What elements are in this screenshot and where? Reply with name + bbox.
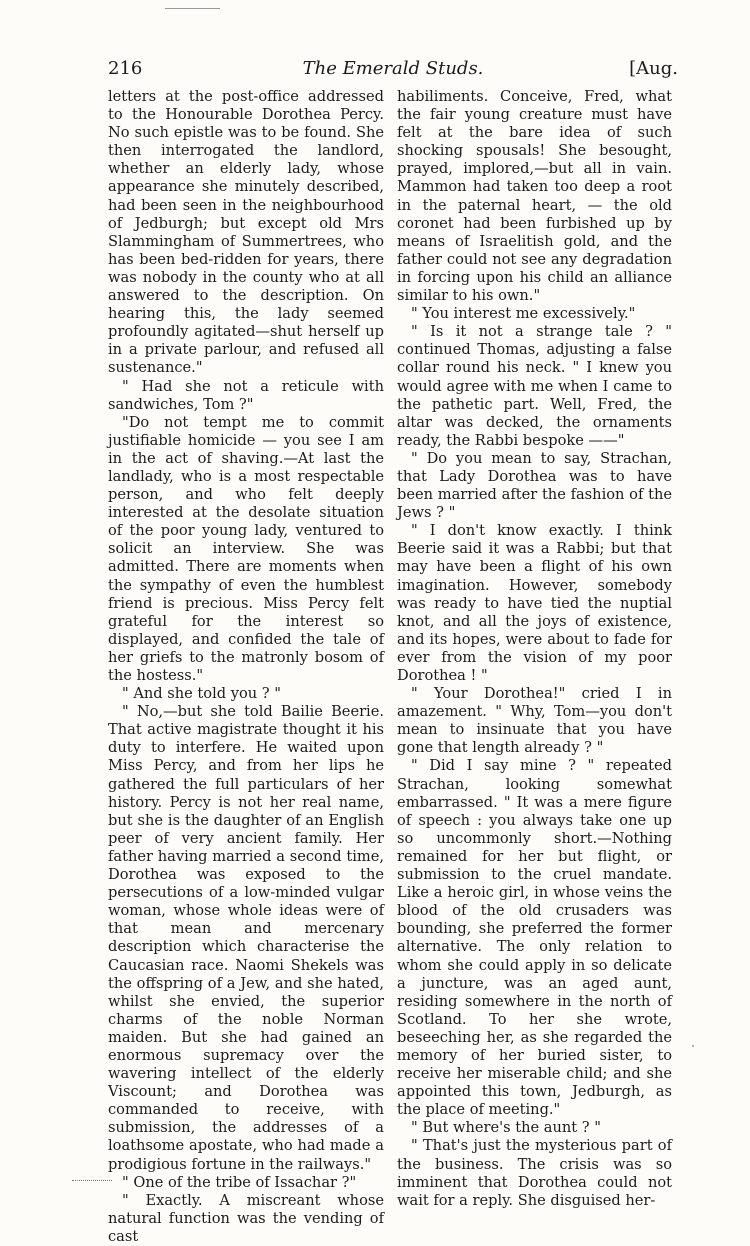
paragraph: " Exactly. A miscreant whose natural function was the vending of cast <box>108 1191 384 1245</box>
paragraph: " And she told you ? " <box>122 685 281 703</box>
paragraph: "Do not tempt me to commit justifiable homicide — you see I am in the act of shaving.—At last the landlady, who is a most respectable person, and who felt deeply interested at the desolate situation of the poor young lady, ventured to solicit an interview. She was admitted. There are moments when the sympathy of even the humblest friend is precious. Miss Percy felt grateful for the interest so displayed, and confided the tale of her griefs to the matronly bosom of the hostess." <box>108 413 384 684</box>
paragraph: " Did I say mine ? " repeated Strachan, looking somewhat embarrassed. " It was a mere figure of speech : you always take one up so uncommonly short.—Nothing remained for her but flight, or submission to the cruel mandate. Like a heroic girl, in whose veins the blood of the old crusaders was bounding, she preferred the former alternative. The only relation to whom she could apply in so delicate a juncture, was an aged aunt, residing somewhere in the north of Scotland. To her she wrote, beseeching her, as she regarded the memory of her buried sister, to receive her miserable child; and she appointed this town, Jedburgh, as the place of meeting." <box>397 757 672 1119</box>
paragraph: letters at the post-office addressed to the Honourable Dorothea Percy. No such epistle was to be found. She then interrogated the landlord, whether an elderly lady, whose appearance she minutely described, had been seen in the neighbourhood of Jedburgh; but except old Mrs Slammingham of Summertrees, who has been bed-ridden for years, there was nobody in the county who at all answered to the description. On hearing this, the lady seemed profoundly agitated—shut herself up in a private parlour, and refused all sustenance." <box>108 88 384 377</box>
margin-mark <box>72 1180 112 1184</box>
paragraph: " You interest me excessively." <box>411 305 636 323</box>
running-title: The Emerald Studs. <box>302 58 484 79</box>
margin-speck <box>692 1045 694 1047</box>
paragraph: " I don't know exactly. I think Beerie said it was a Rabbi; but that may have been a flight of his own imagination. However, somebody was ready to have tied the nuptial knot, and all the joys of existence, and its hopes, were about to fade for ever from the vision of my poor Dorothea ! " <box>397 522 672 684</box>
paragraph: " That's just the mysterious part of the business. The crisis was so imminent that Dorothea could not wait for a reply. She disguised her- <box>397 1137 672 1209</box>
paragraph: " Your Dorothea!" cried I in amazement. " Why, Tom—you don't mean to insinuate that you have gone that length already ? " <box>397 685 672 757</box>
paragraph: " Is it not a strange tale ? " continued Thomas, adjusting a false collar round his neck. " I knew you would agree with me when I came to the pathetic part. Well, Fred, the altar was decked, the ornaments ready, the Rabbi bespoke ——" <box>397 323 672 449</box>
right-column <box>397 88 672 1210</box>
paragraph: " Do you mean to say, Strachan, that Lady Dorothea was to have been married after the fashion of the Jews ? " <box>397 449 672 522</box>
page-number: 216 <box>108 58 143 79</box>
paragraph: " But where's the aunt ? " <box>411 1119 601 1137</box>
month-marker: [Aug. <box>629 58 678 79</box>
running-header <box>108 58 678 86</box>
paragraph: habiliments. Conceive, Fred, what the fair young creature must have felt at the bare idea of such shocking spousals! She besought, prayed, implored,—but all in vain. Mammon had taken too deep a root in the paternal heart, — the old coronet had been furbished up by means of Israelitish gold, and the father could not see any degradation in forcing upon his child an alliance similar to his own." <box>397 88 672 305</box>
left-column <box>108 88 384 1246</box>
paragraph: " Had she not a reticule with sandwiches, Tom ?" <box>108 377 384 413</box>
paragraph: " No,—but she told Bailie Beerie. That active magistrate thought it his duty to interfere. He waited upon Miss Percy, and from her lips he gathered the full particulars of her history. Percy is not her real name, but she is the daughter of an English peer of very ancient family. Her father having married a second time, Dorothea was exposed to the persecutions of a low-minded vulgar woman, whose whole ideas were of that mean and mercenary description which characterise the Caucasian race. Naomi Shekels was the offspring of a Jew, and she hated, whilst she envied, the superior charms of the noble Norman maiden. But she had gained an enormous supremacy over the wavering intellect of the elderly Viscount; and Dorothea was commanded to receive, with submission, the addresses of a loathsome apostate, who had made a prodigious fortune in the railways." <box>108 703 384 1173</box>
top-rule <box>165 8 220 9</box>
paragraph: " One of the tribe of Issachar ?" <box>122 1173 357 1191</box>
